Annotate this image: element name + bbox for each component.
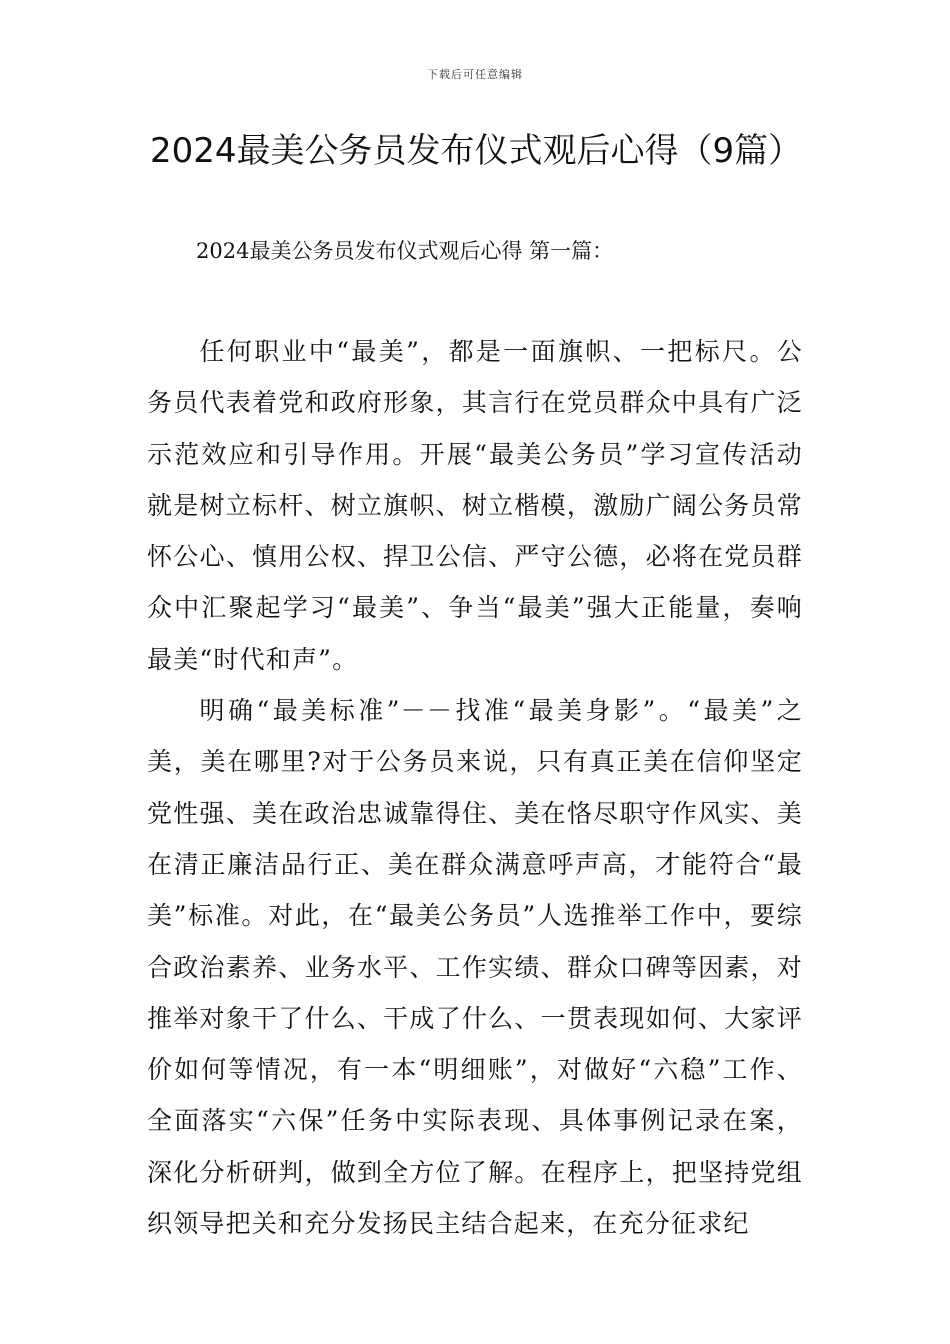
header-note: 下载后可任意编辑: [427, 68, 523, 81]
paragraph-1: 任何职业中“最美”，都是一面旗帜、一把标尺。公务员代表着党和政府形象，其言行在党员群众中具有广泛示范效应和引导作用。开展“最美公务员”学习宣传活动就是树立标杆、树立旗帜、树立楷模，激励广阔公务员常怀公心、慎用公权、捍卫公信、严守公德，必将在党员群众中汇聚起学习“最美”、争当“最美”强大正能量，奏响最美“时代和声”。: [147, 337, 803, 674]
section-subtitle: 2024最美公务员发布仪式观后心得 第一篇：: [196, 239, 614, 263]
paragraph-2: 明确“最美标准”－－找准“最美身影”。“最美”之美，美在哪里?对于公务员来说，只有真正美在信仰坚定党性强、美在政治忠诚靠得住、美在恪尽职守作风实、美在清正廉洁品行正、美在群众满意呼声高，才能符合“最美”标准。对此，在“最美公务员”人选推举工作中，要综合政治素养、业务水平、工作实绩、群众口碑等因素，对推举对象干了什么、干成了什么、一贯表现如何、大家评价如何等情况，有一本“明细账”，对做好“六稳”工作、全面落实“六保”任务中实际表现、具体事例记录在案，深化分析研判，做到全方位了解。在程序上，把坚持党组织领导把关和充分发扬民主结合起来，在充分征求纪: [147, 696, 803, 1239]
body-text: [147, 326, 803, 1249]
document-title: 2024最美公务员发布仪式观后心得（9篇）: [150, 131, 803, 171]
